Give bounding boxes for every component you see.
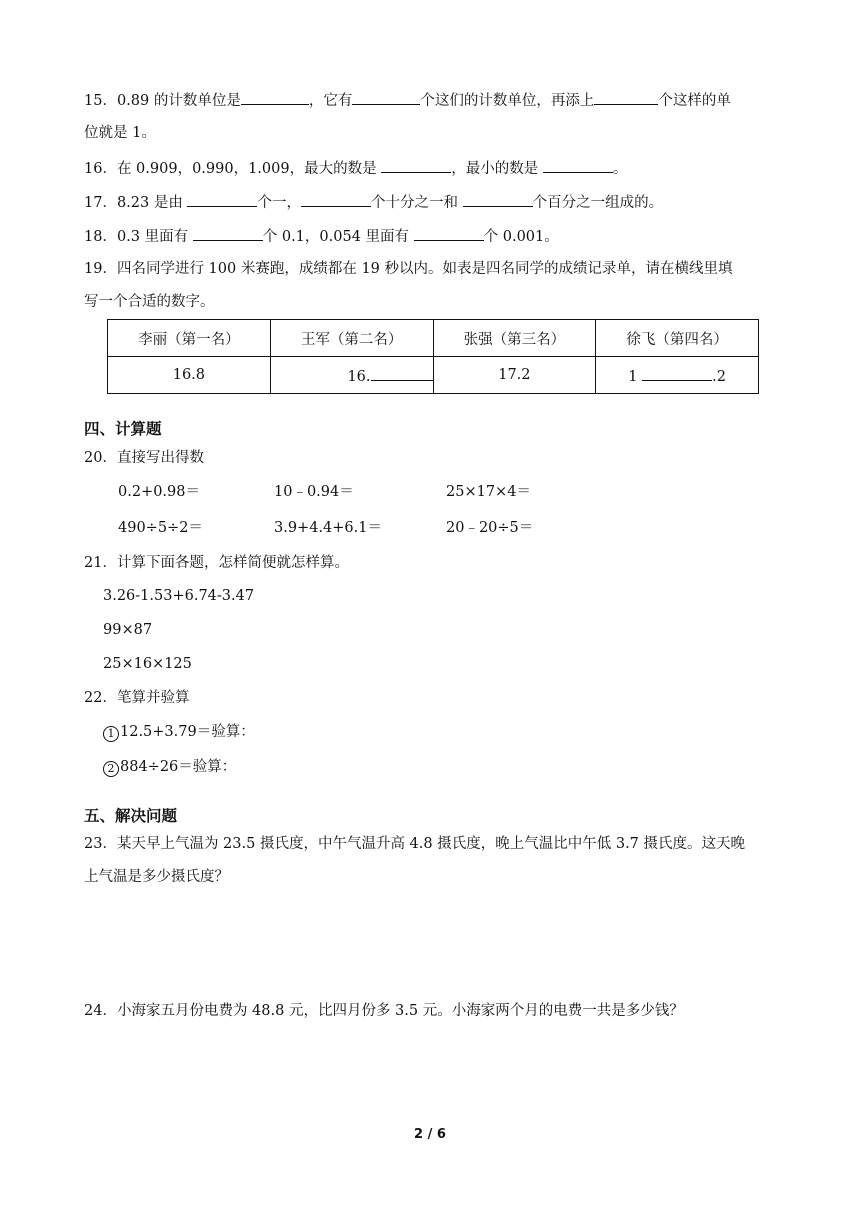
- table-row: [108, 357, 759, 394]
- question-24: 24．小海家五月份电费为 48.8 元，比四月份多 3.5 元。小海家两个月的电费一共是多少钱？: [84, 1003, 684, 1019]
- table-header-cell: 王军（第二名）: [270, 320, 433, 357]
- answer-blank[interactable]: [301, 191, 371, 207]
- calc-text: 884÷26＝验算：: [120, 759, 237, 775]
- q15-text: 15．0.89 的计数单位是: [84, 93, 241, 109]
- q15-line2: 位就是 1。: [84, 125, 156, 141]
- table-header-cell: 张强（第三名）: [433, 320, 596, 357]
- table-header-cell: 李丽（第一名）: [108, 320, 271, 357]
- answer-blank[interactable]: [241, 89, 309, 105]
- table-cell-with-blank: [270, 357, 433, 394]
- page-number: 2 / 6: [414, 1127, 446, 1142]
- score-table: [107, 319, 759, 394]
- q19-line2: 写一个合适的数字。: [84, 294, 215, 310]
- question-17: [84, 191, 663, 213]
- q15-text: 个这样的单: [658, 93, 731, 109]
- q23-line2: 上气温是多少摄氏度？: [84, 869, 229, 885]
- q17-text: 个一，: [257, 195, 301, 211]
- calc-item: [103, 757, 236, 777]
- q17-text: 个十分之一和: [370, 195, 463, 211]
- q16-text: ，最小的数是: [451, 161, 543, 177]
- q19-line1: 19．四名同学进行 100 米赛跑，成绩都在 19 秒以内。如表是四名同学的成绩记录单，请在横线里填: [84, 261, 733, 277]
- q16-text: 。: [612, 161, 628, 177]
- question-18: [84, 225, 559, 247]
- q15-text: 个这们的计数单位，再添上: [420, 93, 595, 109]
- answer-blank[interactable]: [543, 157, 613, 173]
- table-cell: 16.8: [108, 357, 271, 394]
- answer-blank[interactable]: [371, 365, 433, 381]
- question-16: [84, 157, 627, 179]
- calc-item: 3.26-1.53+6.74-3.47: [103, 588, 255, 604]
- table-header-row: [108, 320, 759, 357]
- q23-line1: 23．某天早上气温为 23.5 摄氏度，中午气温升高 4.8 摄氏度，晚上气温比中午低 3.7 摄氏度。这天晚: [84, 836, 746, 852]
- q22-title: 22．笔算并验算: [84, 690, 190, 706]
- table-cell: 17.2: [433, 357, 596, 394]
- table-cell-with-blank: [596, 357, 759, 394]
- calc-item: 25×17×4＝: [446, 484, 531, 500]
- cell-text: .2: [712, 369, 726, 385]
- q17-text: 17．8.23 是由: [84, 195, 188, 211]
- calc-item: 10﹣0.94＝: [274, 484, 354, 500]
- calc-item: 490÷5÷2＝: [118, 520, 203, 536]
- answer-blank[interactable]: [463, 191, 533, 207]
- calc-text: 12.5+3.79＝验算：: [120, 724, 255, 740]
- q17-text: 个百分之一组成的。: [532, 195, 664, 211]
- calc-item: 99×87: [103, 622, 153, 638]
- answer-blank[interactable]: [414, 225, 484, 241]
- section-heading: 四、计算题: [84, 420, 162, 438]
- cell-text: 16.: [347, 369, 371, 385]
- circled-number: 2: [103, 761, 119, 777]
- answer-blank[interactable]: [193, 225, 263, 241]
- q18-text: 个 0.1，0.054 里面有: [262, 229, 414, 245]
- q16-text: 16．在 0.909，0.990，1.009，最大的数是: [84, 161, 382, 177]
- calc-item: 25×16×125: [103, 656, 192, 672]
- calc-item: 20﹣20÷5＝: [446, 520, 534, 536]
- calc-item: [103, 722, 255, 742]
- circled-number: 1: [103, 726, 119, 742]
- answer-blank[interactable]: [594, 89, 658, 105]
- calc-item: 3.9+4.4+6.1＝: [274, 520, 382, 536]
- q20-title: 20．直接写出得数: [84, 450, 204, 466]
- answer-blank[interactable]: [642, 365, 712, 381]
- question-15: [84, 89, 731, 111]
- q21-title: 21．计算下面各题，怎样简便就怎样算。: [84, 555, 349, 571]
- answer-blank[interactable]: [352, 89, 420, 105]
- answer-blank[interactable]: [381, 157, 451, 173]
- cell-text: 1: [628, 369, 643, 385]
- q18-text: 个 0.001。: [483, 229, 559, 245]
- calc-item: 0.2+0.98＝: [118, 484, 200, 500]
- table-header-cell: 徐飞（第四名）: [596, 320, 759, 357]
- q18-text: 18．0.3 里面有: [84, 229, 193, 245]
- answer-blank[interactable]: [187, 191, 257, 207]
- section-heading: 五、解决问题: [84, 807, 178, 825]
- q15-text: ，它有: [308, 93, 353, 109]
